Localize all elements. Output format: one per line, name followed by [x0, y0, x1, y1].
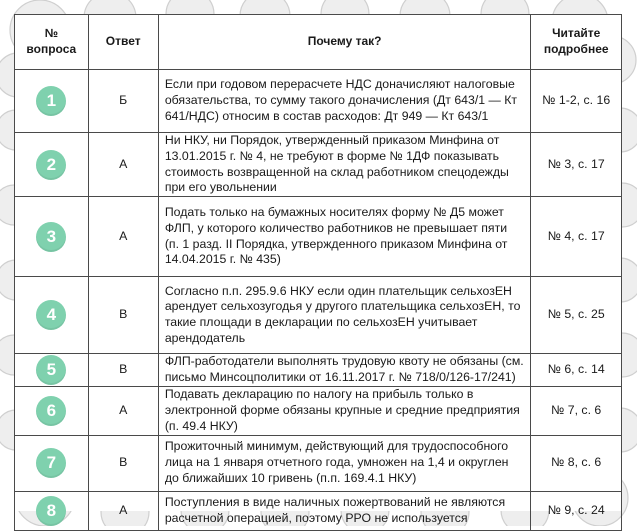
- reference-cell: № 3, с. 17: [531, 133, 622, 197]
- number-badge: 7: [36, 448, 66, 478]
- question-number-cell: [15, 197, 89, 277]
- reference-cell: № 7, с. 6: [531, 387, 622, 435]
- reference-cell: № 6, с. 14: [531, 354, 622, 387]
- header-why: Почему так?: [158, 15, 531, 70]
- reference-cell: № 9, с. 24: [531, 491, 622, 530]
- question-number-cell: [15, 491, 89, 530]
- header-question-number: № вопроса: [15, 15, 89, 70]
- answer-cell: В: [88, 354, 158, 387]
- explanation-cell: Прожиточный минимум, действующий для трудоспособного лица на 1 января отчетного года, умножен на 1,4 и округлен до ближайших 10 гривень (п.п. 169.4.1 НКУ): [158, 435, 531, 491]
- number-badge: 6: [36, 396, 66, 426]
- explanation-cell: Подавать декларацию по налогу на прибыль только в электронной форме обязаны крупные и средние предприятия (п. 49.4 НКУ): [158, 387, 531, 435]
- table-header-row: [15, 15, 622, 70]
- table-row: [15, 277, 622, 354]
- reference-cell: № 8, с. 6: [531, 435, 622, 491]
- table-row: [15, 133, 622, 197]
- table-row: [15, 387, 622, 435]
- number-badge: 1: [36, 86, 66, 116]
- question-number-cell: [15, 435, 89, 491]
- header-answer: Ответ: [88, 15, 158, 70]
- question-number-cell: [15, 354, 89, 387]
- question-number-cell: [15, 277, 89, 354]
- number-badge: 8: [36, 496, 66, 526]
- explanation-cell: Подать только на бумажных носителях форму № Д5 может ФЛП, у которого количество работников не превышает пяти (п. 1 разд. II Порядка, утвержденного приказом Минфина от 14.04.2015 г. № 435): [158, 197, 531, 277]
- table-row: [15, 491, 622, 530]
- answer-cell: В: [88, 435, 158, 491]
- table-row: [15, 435, 622, 491]
- question-number-cell: [15, 387, 89, 435]
- explanation-cell: Если при годовом перерасчете НДС доначисляют налоговые обязательства, то сумму такого доначисления (Дт 643/1 — Кт 641/НДС) относим в состав расходов: Дт 949 — Кт 643/1: [158, 70, 531, 133]
- number-badge: 3: [36, 222, 66, 252]
- explanation-cell: Ни НКУ, ни Порядок, утвержденный приказом Минфина от 13.01.2015 г. № 4, не требуют в форме № 1ДФ показывать стоимость возвращенной на склад работником спецодежды при его увольнении: [158, 133, 531, 197]
- answer-cell: А: [88, 133, 158, 197]
- number-badge: 5: [36, 355, 66, 385]
- answer-cell: В: [88, 277, 158, 354]
- answer-cell: Б: [88, 70, 158, 133]
- number-badge: 2: [36, 150, 66, 180]
- answers-table: [14, 14, 622, 531]
- reference-cell: № 5, с. 25: [531, 277, 622, 354]
- number-badge: 4: [36, 300, 66, 330]
- table-row: [15, 70, 622, 133]
- reference-cell: № 1-2, с. 16: [531, 70, 622, 133]
- question-number-cell: [15, 133, 89, 197]
- explanation-cell: Согласно п.п. 295.9.6 НКУ если один плательщик сельхозЕН арендует сельхозугодья у другого плательщика сельхозЕН, то такие площади в декларации по сельхозЕН учитывает арендодатель: [158, 277, 531, 354]
- reference-cell: № 4, с. 17: [531, 197, 622, 277]
- header-read-more: Читайте подробнее: [531, 15, 622, 70]
- answer-cell: А: [88, 491, 158, 530]
- answer-cell: А: [88, 387, 158, 435]
- explanation-cell: ФЛП-работодатели выполнять трудовую квоту не обязаны (см. письмо Минсоцполитики от 16.11.2017 г. № 718/0/126-17/241): [158, 354, 531, 387]
- explanation-cell: Поступления в виде наличных пожертвований не являются расчетной операцией, поэтому РРО не используется: [158, 491, 531, 530]
- table-row: [15, 197, 622, 277]
- answer-cell: А: [88, 197, 158, 277]
- question-number-cell: [15, 70, 89, 133]
- table-row: [15, 354, 622, 387]
